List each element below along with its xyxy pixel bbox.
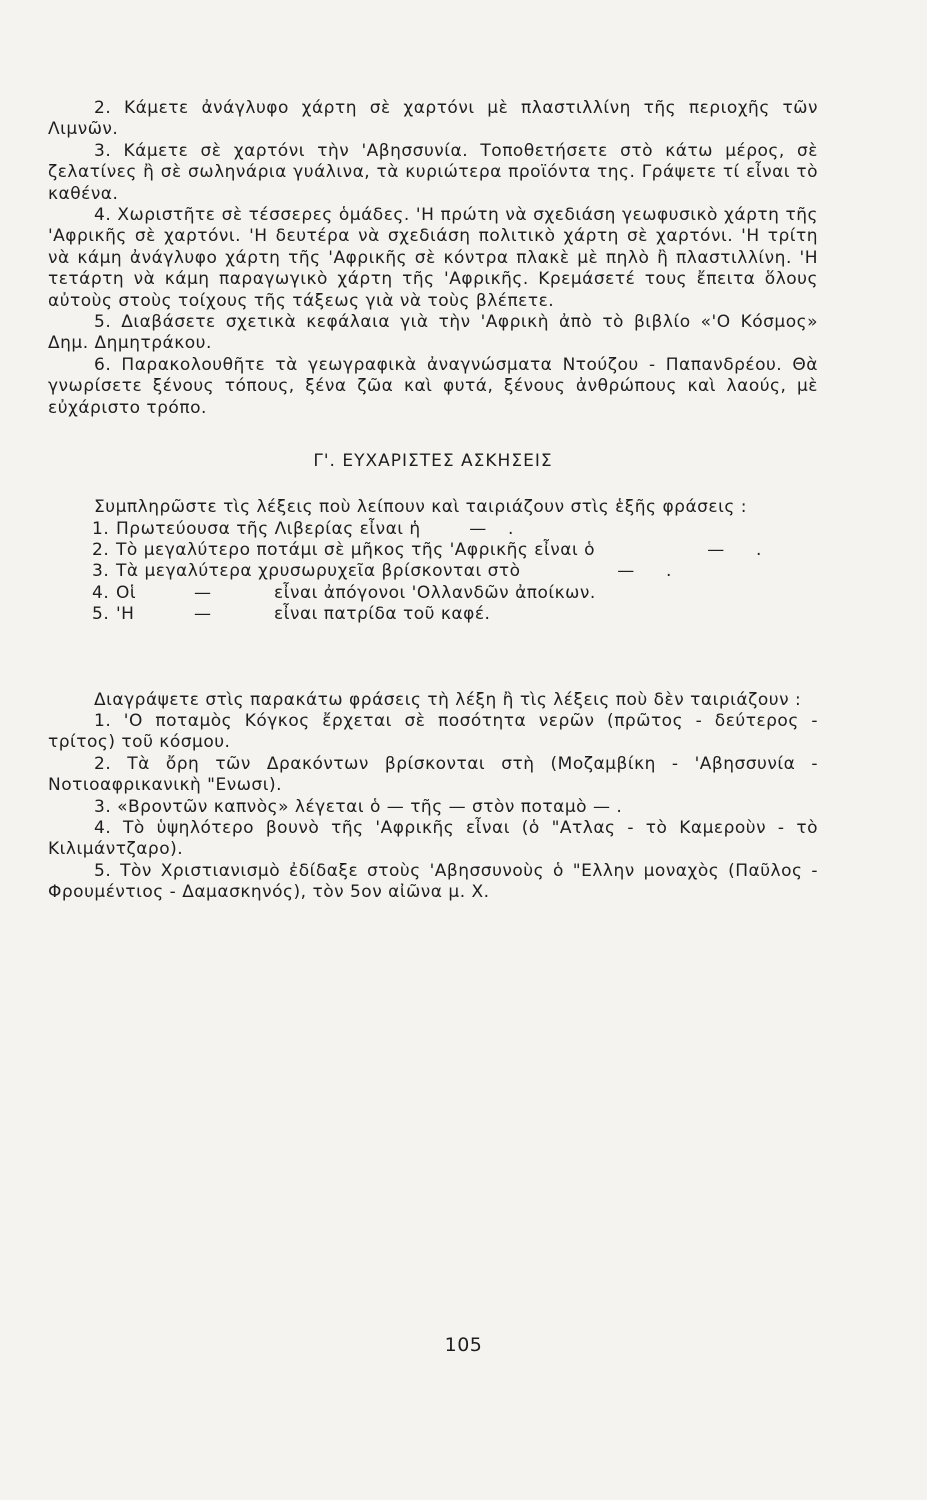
project-5: 5. Διαβάσετε σχετικὰ κεφάλαια γιὰ τὴν 'Αφρικὴ ἀπὸ τὸ βιβλίο «'Ο Κόσμος» Δημ. Δημητράκου. <box>48 312 818 354</box>
fill-item-blank: — <box>194 604 212 625</box>
fill-item-number: 5. <box>92 604 110 625</box>
fill-item <box>92 540 818 561</box>
fill-item-end: εἶναι πατρίδα τοῦ καφέ. <box>274 604 491 625</box>
strike-item-1: 1. 'Ο ποταμὸς Κόγκος ἔρχεται σὲ ποσότητα νερῶν (πρῶτος - δεύτερος - τρίτος) τοῦ κόσμου. <box>48 710 818 753</box>
section-title: Γ'. ΕΥΧΑΡΙΣΤΕΣ ΑΣΚΗΣΕΙΣ <box>313 451 553 472</box>
project-6: 6. Παρακολουθῆτε τὰ γεωγραφικὰ ἀναγνώσματα Ντούζου - Παπανδρέου. Θὰ γνωρίσετε ξένους τόπους, ξένα ζῶα καὶ φυτά, ξένους ἀνθρώπους καὶ λαούς, μὲ εὐχάριστο τρόπο. <box>48 354 818 418</box>
strike-item-2: 2. Τὰ ὄρη τῶν Δρακόντων βρίσκονται στὴ (Μοζαμβίκη - 'Αβησσυνία - Νοτιοαφρικανικὴ "Ενωσι). <box>48 753 818 796</box>
fill-in-instruction: Συμπληρῶστε τὶς λέξεις ποὺ λείπουν καὶ ταιριάζουν στὶς ἑξῆς φράσεις : <box>94 497 747 518</box>
fill-item-number: 2. <box>92 539 110 560</box>
fill-item-blank: — <box>617 561 635 582</box>
page-body <box>48 98 818 904</box>
fill-item <box>92 583 818 604</box>
fill-item-end: εἶναι ἀπόγονοι 'Ολλανδῶν ἀποίκων. <box>274 582 596 603</box>
strike-item-4: 4. Τὸ ὑψηλότερο βουνὸ τῆς 'Αφρικῆς εἶναι (ὁ "Ατλας - τὸ Καμεροὺν - τὸ Κιλιμάντζαρο). <box>48 817 818 860</box>
project-3: 3. Κάμετε σὲ χαρτόνι τὴν 'Αβησσυνία. Τοποθετήσετε στὸ κάτω μέρος, σὲ ζελατίνες ἢ σὲ σωληνάρια γυάλινα, τὰ κυριώτερα προϊόντα της. Γράψετε τί εἶναι τὸ καθένα. <box>48 140 818 204</box>
fill-item <box>92 604 818 625</box>
fill-item-end: . <box>666 561 672 582</box>
fill-item-end: . <box>508 518 514 539</box>
fill-item-text: Τὸ μεγαλύτερο ποτάμι σὲ μῆκος τῆς 'Αφρικῆς εἶναι ὁ <box>116 539 596 560</box>
fill-item-text: Πρωτεύουσα τῆς Λιβερίας εἶναι ἡ <box>116 518 421 539</box>
strike-instruction: Διαγράψετε στὶς παρακάτω φράσεις τὴ λέξη ἢ τὶς λέξεις ποὺ δὲν ταιριάζουν : <box>94 689 802 710</box>
fill-item-number: 1. <box>92 518 110 539</box>
project-2: 2. Κάμετε ἀνάγλυφο χάρτη σὲ χαρτόνι μὲ πλαστιλλίνη τῆς περιοχῆς τῶν Λιμνῶν. <box>48 98 818 140</box>
fill-item-text: Τὰ μεγαλύτερα χρυσωρυχεῖα βρίσκονται στὸ <box>116 561 521 582</box>
fill-item-text: 'Η <box>116 604 135 625</box>
fill-item <box>92 519 818 540</box>
fill-item <box>92 561 818 582</box>
fill-item-blank: — <box>469 518 487 539</box>
fill-item-end: . <box>756 539 762 560</box>
project-4: 4. Χωριστῆτε σὲ τέσσερες ὁμάδες. 'Η πρώτη νὰ σχεδιάση γεωφυσικὸ χάρτη τῆς 'Αφρικῆς σὲ χαρτόνι. 'Η δευτέρα νὰ σχεδιάση πολιτικὸ χάρτη σὲ χαρτόνι. 'Η τρίτη νὰ κάμη ἀνάγλυφο χάρτη τῆς 'Αφρικῆς σὲ κόντρα πλακὲ μὲ πηλὸ ἢ πλαστιλλίνη. 'Η τετάρτη νὰ κάμη παραγωγικὸ χάρτη τῆς 'Αφρικῆς. Κρεμάσετέ τους ἔπειτα ὅλους αὐτοὺς στοὺς τοίχους τῆς τάξεως γιὰ νὰ τοὺς βλέπετε. <box>48 205 818 311</box>
fill-in-list <box>48 519 818 626</box>
page-number: 105 <box>444 1334 483 1356</box>
fill-item-text: Οἱ <box>116 582 137 603</box>
spacer <box>48 626 818 690</box>
fill-item-number: 3. <box>92 561 110 582</box>
strike-item-3: 3. «Βροντῶν καπνὸς» λέγεται ὁ — τῆς — στὸν ποταμὸ — . <box>94 796 623 817</box>
strike-item-5: 5. Τὸν Χριστιανισμὸ ἐδίδαξε στοὺς 'Αβησσυνοὺς ὁ "Ελλην μοναχὸς (Παῦλος - Φρουμέντιος - Δαμασκηνός), τὸν 5ον αἰῶνα μ. Χ. <box>48 860 818 903</box>
fill-item-blank: — <box>707 539 725 560</box>
fill-item-number: 4. <box>92 582 110 603</box>
fill-item-blank: — <box>194 582 212 603</box>
